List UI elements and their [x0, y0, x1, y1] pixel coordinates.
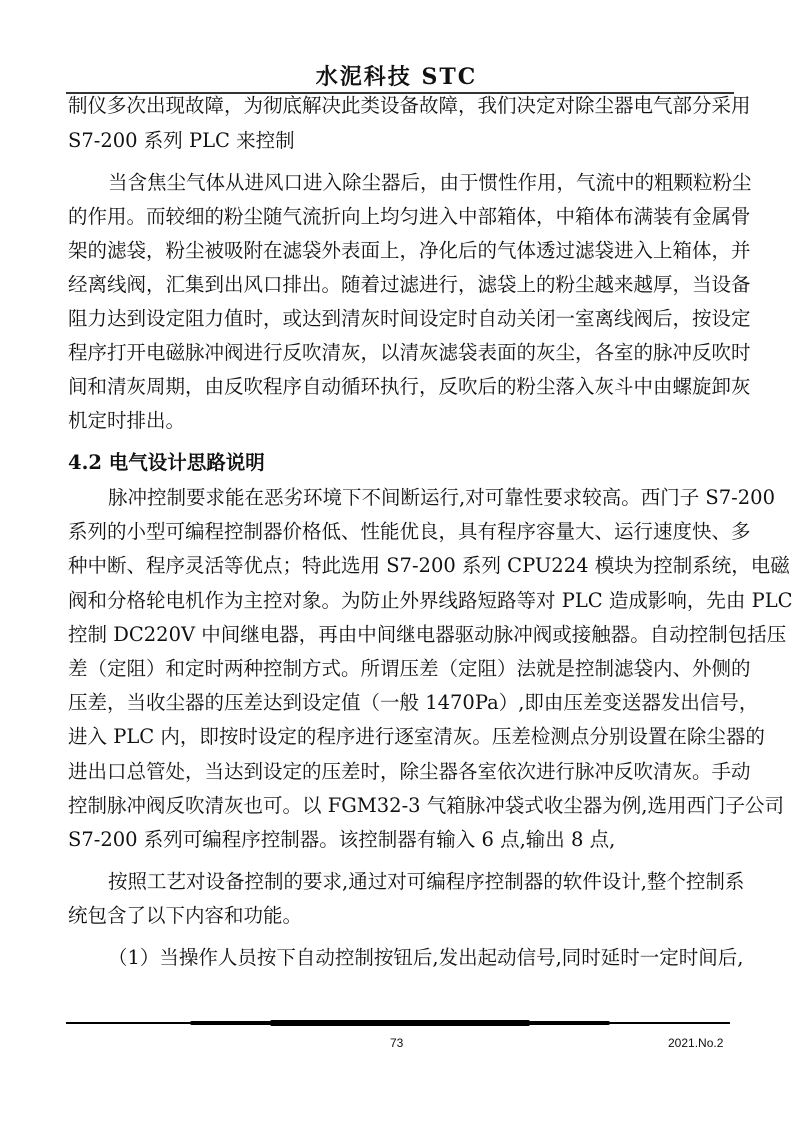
- text-line: 统包含了以下内容和功能。: [68, 904, 303, 927]
- text-line: 系列的小型可编程控制器价格低、性能优良，具有程序容量大、运行速度快、多: [68, 520, 751, 543]
- text-line: S7-200 系列可编程序控制器。该控制器有输入 6 点,输出 8 点,: [68, 828, 616, 851]
- text-line: 种中断、程序灵活等优点；特此选用 S7-200 系列 CPU224 模块为控制系统，电磁: [68, 554, 790, 577]
- page-number: 73: [390, 1036, 404, 1050]
- section-heading: 4.2 电气设计思路说明: [68, 451, 265, 474]
- issue-label: 2021.No.2: [668, 1036, 724, 1050]
- text-line: 压差，当收尘器的压差达到设定值（一般 1470Pa）,即由压差变送器发出信号，: [68, 691, 759, 714]
- text-line: 间和清灰周期，由反吹程序自动循环执行，反吹后的粉尘落入灰斗中由螺旋卸灰: [68, 375, 751, 398]
- text-line: 制仪多次出现故障，为彻底解决此类设备故障，我们决定对除尘器电气部分采用: [68, 94, 751, 117]
- text-line: 进出口总管处，当达到设定的压差时，除尘器各室依次进行脉冲反吹清灰。手动: [68, 760, 751, 783]
- text-line: 架的滤袋，粉尘被吸附在滤袋外表面上，净化后的气体透过滤袋进入上箱体，并: [68, 239, 751, 262]
- footer-rule-decoration: [270, 1020, 530, 1026]
- text-line: S7-200 系列 PLC 来控制: [68, 129, 295, 152]
- text-line: 控制 DC220V 中间继电器，再由中间继电器驱动脉冲阀或接触器。自动控制包括压: [68, 623, 787, 646]
- text-line: 脉冲控制要求能在恶劣环境下不间断运行,对可靠性要求较高。西门子 S7-200: [108, 486, 775, 509]
- text-line: 按照工艺对设备控制的要求,通过对可编程序控制器的软件设计,整个控制系: [108, 870, 745, 893]
- text-line: （1）当操作人员按下自动控制按钮后,发出起动信号,同时延时一定时间后,: [108, 946, 744, 969]
- text-line: 机定时排出。: [68, 409, 186, 432]
- text-line: 进入 PLC 内，即按时设定的程序进行逐室清灰。压差检测点分别设置在除尘器的: [68, 725, 765, 748]
- text-line: 阀和分格轮电机作为主控对象。为防止外界线路短路等对 PLC 造成影响，先由 PLC: [68, 589, 793, 612]
- text-line: 程序打开电磁脉冲阀进行反吹清灰，以清灰滤袋表面的灰尘，各室的脉冲反吹时: [68, 341, 751, 364]
- journal-header-title: 水泥科技 STC: [315, 64, 478, 90]
- text-line: 差（定阻）和定时两种控制方式。所谓压差（定阻）法就是控制滤袋内、外侧的: [68, 657, 751, 680]
- text-line: 的作用。而较细的粉尘随气流折向上均匀进入中部箱体，中箱体布满装有金属骨: [68, 205, 751, 228]
- text-line: 控制脉冲阀反吹清灰也可。以 FGM32-3 气箱脉冲袋式收尘器为例,选用西门子公司: [68, 794, 784, 817]
- text-line: 阻力达到设定阻力值时，或达到清灰时间设定时自动关闭一室离线阀后，按设定: [68, 307, 751, 330]
- text-line: 当含焦尘气体从进风口进入除尘器后，由于惯性作用，气流中的粗颗粒粉尘: [108, 171, 752, 194]
- text-line: 经离线阀，汇集到出风口排出。随着过滤进行，滤袋上的粉尘越来越厚，当设备: [68, 273, 751, 296]
